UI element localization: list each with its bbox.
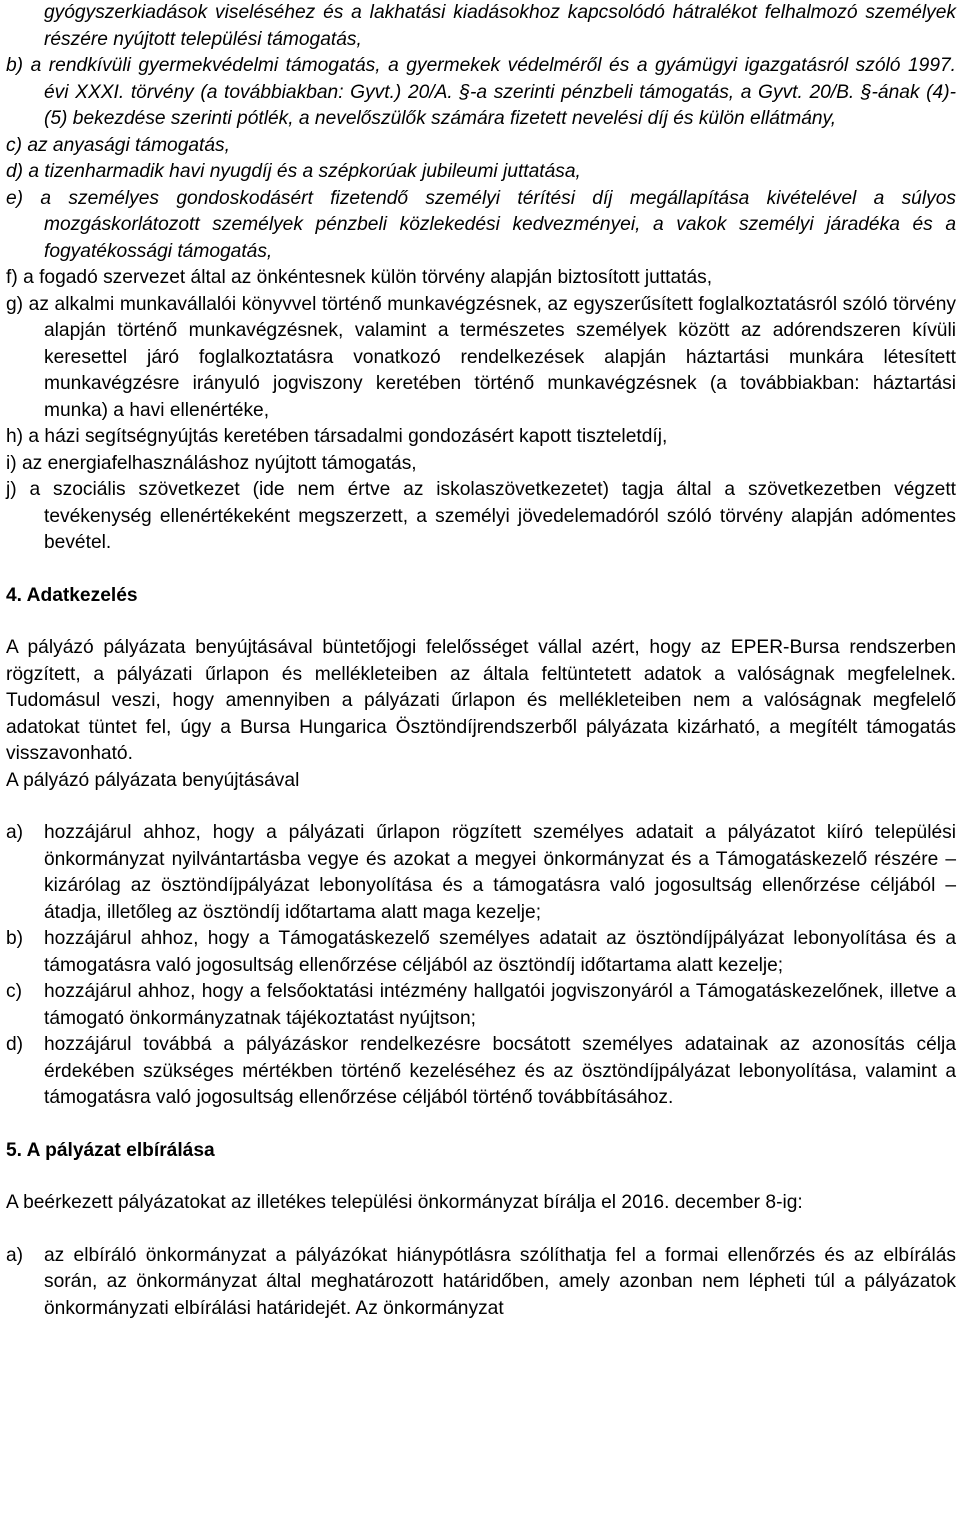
item-text: az anyasági támogatás, [27, 134, 230, 156]
item-text: a személyes gondoskodásért fizetendő személyi térítési díj megállapítása kivételével a súlyos mozgáskorlátozott személyek pénzbeli közlekedési kedvezményei, a vakok személyi járadéka és a fogyatékossági támogatás, [40, 187, 956, 262]
item-text: a rendkívüli gyermekvédelmi támogatás, a gyermekek védelméről és a gyámügyi igazgatásról szóló 1997. évi XXXI. törvény (a továbbiakban: Gyvt.) 20/A. §-a szerinti pénzbeli támogatás, a Gyvt. 20/B. §-ának (4)-(5) bekezdése szerinti pótlék, a nevelőszülők számára fizetett nevelési díj és külön ellátmány, [30, 55, 956, 129]
italic-item-c [6, 133, 956, 160]
item-text: hozzájárul továbbá a pályázáskor rendelkezésre bocsátott személyes adatainak az azonosítás célja érdekében szükséges mértékben történő kezeléséhez és az ösztöndíjpályázat lebonyolítása, valamint a támogatásra való jogosultság ellenőrzése céljából történő továbbításához. [44, 1034, 956, 1108]
item-label: d) [6, 161, 29, 182]
italic-item-d [6, 159, 956, 186]
item-text: az alkalmi munkavállalói könyvvel történő munkavégzésnek, az egyszerűsített foglalkoztatásról szóló törvény alapján történő munkavégzésnek, valamint a természetes személyek között az adórendszeren kívüli keresettel járó foglalkoztatásra vonatkozó rendelkezések alapján háztartási munkára létesített munkavégzésre irányuló jogviszony keretében történő munkavégzésnek (a továbbiakban: háztartási munka) a havi ellenértéke, [28, 293, 956, 421]
section-4-paragraph: A pályázó pályázata benyújtásával büntetőjogi felelősséget vállal azért, hogy az EPER-Bursa rendszerben rögzített, a pályázati űrlapon és mellékleteiben az általa feltüntetett adatok a valóságnak megfelelnek. Tudomásul veszi, hogy amennyiben a pályázati űrlapon és mellékleteiben nem a valóságnak megfelelő adatokat tüntet fel, úgy a Bursa Hungarica Ösztöndíjrendszerből pályázata kizárható, a megítélt támogatás visszavonható. [6, 637, 956, 764]
item-g [6, 292, 956, 425]
section-4-item-b [6, 926, 956, 979]
item-i [6, 451, 956, 478]
item-label: d) [6, 1034, 24, 1055]
italic-item-e [6, 186, 956, 266]
item-text: hozzájárul ahhoz, hogy a felsőoktatási intézmény hallgatói jogviszonyáról a Támogatáskezelőnek, illetve a támogató önkormányzatnak tájékoztatást nyújtson; [44, 981, 956, 1029]
item-text: hozzájárul ahhoz, hogy a Támogatáskezelő személyes adatait az ösztöndíjpályázat lebonyolítása és a támogatásra való jogosultság ellenőrzése céljából az ösztöndíj időtartama alatt kezelje; [44, 928, 956, 976]
item-text: az elbíráló önkormányzat a pályázókat hiánypótlásra szólíthatja fel a formai ellenőrzés és az elbírálás során, az önkormányzat által meghatározott határidőben, amely azonban nem lépheti túl a pályázatok önkormányzati elbírálási határidejét. Az önkormányzat [44, 1244, 956, 1319]
item-label: j) [6, 479, 30, 500]
item-label: a) [6, 1244, 24, 1266]
section-5-item-a [6, 1243, 956, 1323]
item-text: az energiafelhasználáshoz nyújtott támogatás, [21, 452, 417, 474]
section-4-item-d [6, 1032, 956, 1112]
item-text: a fogadó szervezet által az önkéntesnek külön törvény alapján biztosított juttatás, [23, 267, 713, 288]
section-4-item-a [6, 820, 956, 926]
item-label: f) [6, 267, 24, 288]
item-label: a) [6, 822, 24, 843]
section-5-paragraph: A beérkezett pályázatokat az illetékes települési önkormányzat bírálja el 2016. december 8-ig: [6, 1192, 803, 1213]
item-label: c) [6, 981, 22, 1002]
italic-item-b [6, 53, 956, 133]
section-4-item-c [6, 979, 956, 1032]
item-f [6, 265, 956, 292]
item-j [6, 477, 956, 557]
item-label: c) [6, 134, 28, 156]
item-text: hozzájárul ahhoz, hogy a pályázati űrlapon rögzített személyes adatait a pályázatot kiíró települési önkormányzat nyilvántartásba vegye és azokat a megyei önkormányzat és a Támogatáskezelő részére – kizárólag az ösztöndíjpályázat lebonyolítása és a támogatásra való jogosultság ellenőrzése céljából – átadja, illetőleg az ösztöndíj időtartama alatt maga kezelje; [44, 822, 956, 923]
item-text: a tizenharmadik havi nyugdíj és a szépkorúak jubileumi juttatása, [28, 161, 581, 182]
item-label: b) [6, 928, 24, 949]
item-text: a házi segítségnyújtás keretében társadalmi gondozásért kapott tiszteletdíj, [28, 426, 668, 447]
section-5-heading: 5. A pályázat elbírálása [6, 1139, 215, 1161]
section-4-heading: 4. Adatkezelés [6, 584, 138, 606]
item-label: h) [6, 426, 29, 447]
item-label: i) [6, 452, 22, 474]
italic-lead-paragraph: gyógyszerkiadások viseléséhez és a lakhatási kiadásokhoz kapcsolódó hátralékot felhalmozó személyek részére nyújtott települési támogatás, [44, 2, 956, 50]
item-label: b) [6, 55, 31, 76]
item-label: g) [6, 293, 29, 315]
section-4-intro: A pályázó pályázata benyújtásával [6, 769, 300, 791]
item-text: a szociális szövetkezet (ide nem értve az iskolaszövetkezetet) tagja által a szövetkezetben végzett tevékenység ellenértékeként megszerzett, a személyi jövedelemadóról szóló törvény alapján adómentes bevétel. [29, 479, 956, 553]
item-label: e) [6, 187, 41, 209]
item-h [6, 424, 956, 451]
document-page [6, 0, 956, 1322]
